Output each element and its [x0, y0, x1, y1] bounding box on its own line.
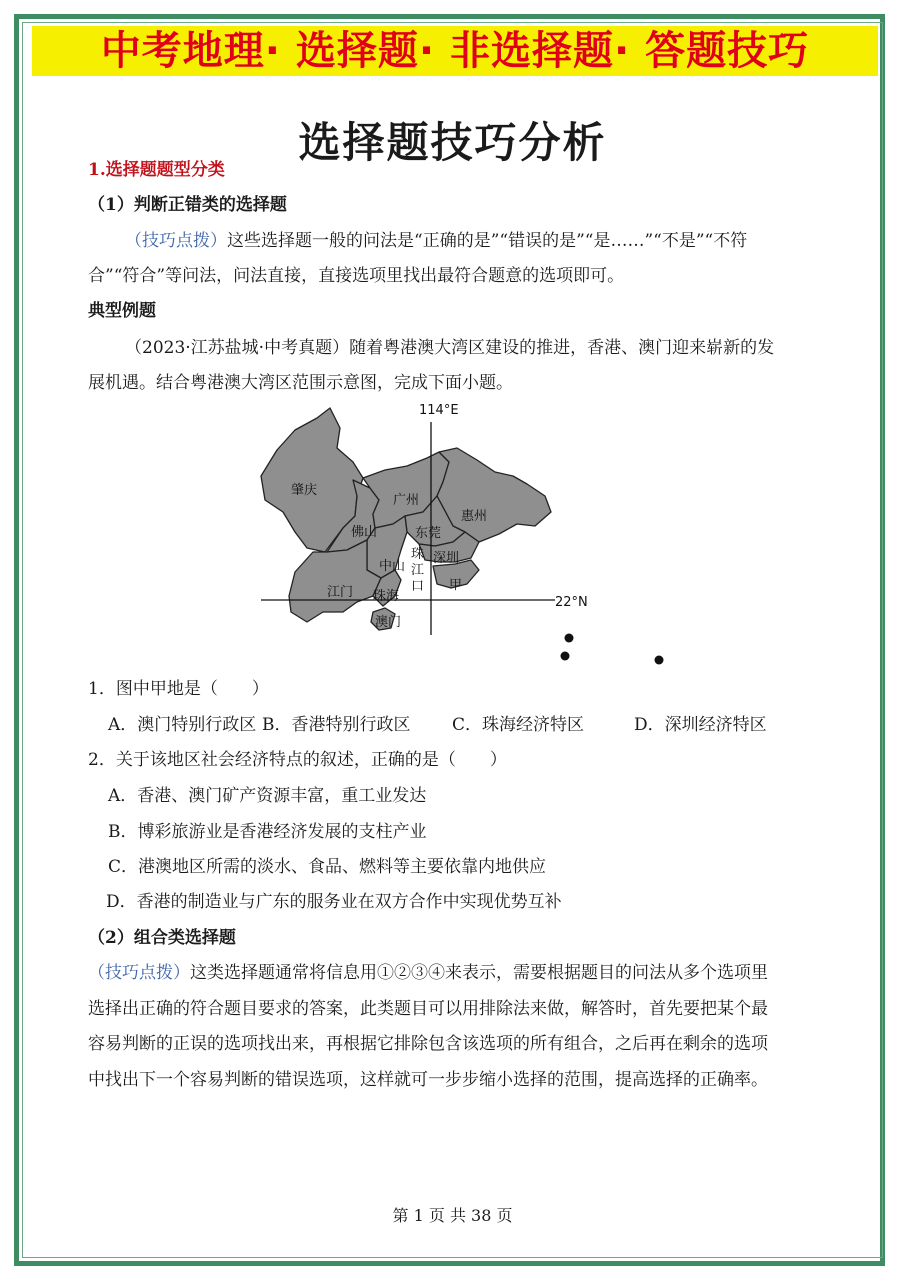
subsection1-heading: （1）判断正错类的选择题	[88, 195, 287, 215]
island-dot-2	[561, 652, 570, 661]
island-dot-3	[655, 656, 664, 665]
label-jiangmen: 江门	[327, 585, 354, 600]
q1-option-b: B．香港特别行政区	[262, 715, 411, 735]
page-title: 选择题技巧分析	[298, 118, 607, 167]
tip-paragraph-1	[125, 229, 747, 253]
section1-heading: 1.选择题题型分类	[88, 160, 225, 180]
example-intro-cont: 展机遇。结合粤港澳大湾区范围示意图，完成下面小题。	[88, 373, 513, 393]
tip-paragraph-2-line2: 选择出正确的符合题目要求的答案，此类题目可以用排除法来做，解答时，首先要把某个最	[88, 999, 768, 1019]
label-huizhou: 惠州	[461, 509, 488, 524]
q1-option-c: C．珠海经济特区	[452, 715, 585, 735]
tip-paragraph-1-cont: 合”“符合”等问法，问法直接，直接选项里找出最符合题意的选项即可。	[88, 266, 625, 286]
label-jia: 甲	[449, 578, 463, 593]
q2-option-b: B．博彩旅游业是香港经济发展的支柱产业	[108, 822, 427, 842]
label-pearl-river-1: 珠	[411, 547, 425, 562]
label-zhongshan: 中山	[379, 559, 406, 574]
example-heading: 典型例题	[88, 301, 156, 321]
tip-paragraph-2	[88, 961, 768, 985]
island-dot-1	[565, 634, 574, 643]
tip-text: 这些选择题一般的问法是“正确的是”“错误的是”“是……”“不是”“不符	[227, 231, 748, 251]
example-intro: （2023·江苏盐城·中考真题）随着粤港澳大湾区建设的推进，香港、澳门迎来崭新的发	[125, 338, 775, 358]
q2-option-d: D．香港的制造业与广东的服务业在双方合作中实现优势互补	[106, 892, 562, 912]
q1-option-d: D．深圳经济特区	[634, 715, 767, 735]
label-114E: 114°E	[419, 403, 459, 418]
tip-paragraph-2-line4: 中找出下一个容易判断的错误选项，这样就可一步步缩小选择的范围，提高选择的正确率。	[88, 1070, 768, 1090]
page-number: 第 1 页 共 38 页	[392, 1206, 513, 1225]
label-guangzhou: 广州	[393, 493, 420, 508]
label-foshan: 佛山	[351, 525, 378, 540]
q2-option-c: C．港澳地区所需的淡水、食品、燃料等主要依靠内地供应	[108, 857, 547, 877]
label-zhuhai: 珠海	[373, 589, 400, 604]
question-2: 2．关于该地区社会经济特点的叙述，正确的是（ ）	[88, 750, 507, 770]
label-macau: 澳门	[375, 615, 402, 630]
question-1: 1．图中甲地是（ ）	[88, 679, 269, 699]
tip-label-2: （技巧点拨）	[88, 963, 190, 983]
tip-text-2: 这类选择题通常将信息用①②③④来表示，需要根据题目的问法从多个选项里	[190, 963, 768, 983]
label-shenzhen: 深圳	[433, 551, 460, 566]
subsection2-heading: （2）组合类选择题	[88, 928, 236, 948]
tip-paragraph-2-line3: 容易判断的正误的选项找出来，再根据它排除包含该选项的所有组合，之后再在剩余的选项	[88, 1034, 768, 1054]
q1-option-a: A．澳门特别行政区	[108, 715, 257, 735]
label-22N: 22°N	[555, 595, 588, 610]
label-zhaoqing: 肇庆	[291, 483, 318, 498]
label-pearl-river-2: 江	[411, 563, 425, 578]
q2-option-a: A．香港、澳门矿产资源丰富，重工业发达	[108, 786, 427, 806]
greater-bay-area-map	[255, 400, 675, 675]
tip-label: （技巧点拨）	[125, 231, 227, 251]
label-dongguan: 东莞	[415, 526, 442, 541]
map-region-jiangmen	[289, 540, 381, 622]
label-pearl-river-3: 口	[411, 579, 425, 594]
top-banner: 中考地理· 选择题· 非选择题· 答题技巧	[32, 26, 878, 76]
